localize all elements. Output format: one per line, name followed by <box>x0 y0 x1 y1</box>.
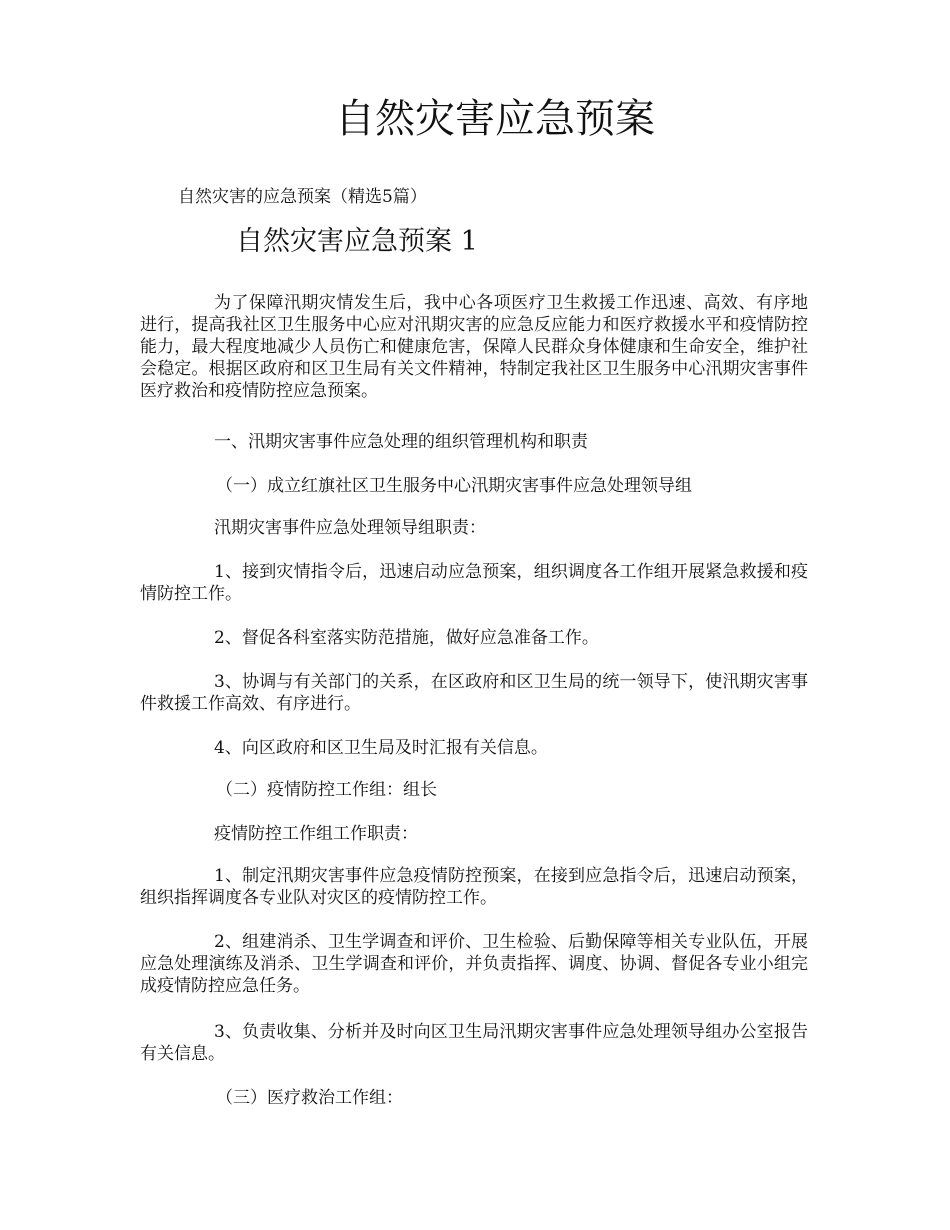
section-title: 自然灾害应急预案 1 <box>236 226 478 257</box>
paragraph-item-2-3: 3、负责收集、分析并及时向区卫生局汛期灾害事件应急处理领导组办公室报告有关信息。 <box>140 1022 808 1064</box>
paragraph-duties-1: 汛期灾害事件应急处理领导组职责： <box>214 518 486 538</box>
document-title: 自然灾害应急预案 <box>335 96 655 142</box>
paragraph-intro: 为了保障汛期灾情发生后，我中心各项医疗卫生救援工作迅速、高效、有序地进行，提高我社区卫生服务中心应对汛期灾害的应急反应能力和医疗救援水平和疫情防控能力，最大程度地减少人员伤亡和健康危害，保障人民群众身体健康和生命安全，维护社会稳定。根据区政府和区卫生局有关文件精神，特制定我社区卫生服务中心汛期灾害事件医疗救治和疫情防控应急预案。 <box>140 293 808 401</box>
paragraph-heading-1: 一、汛期灾害事件应急处理的组织管理机构和职责 <box>214 432 588 452</box>
paragraph-subheading-3: （三）医疗救治工作组： <box>216 1088 403 1108</box>
paragraph-item-1-1: 1、接到灾情指令后，迅速启动应急预案，组织调度各工作组开展紧急救援和疫情防控工作。 <box>140 562 808 604</box>
paragraph-item-2-1: 1、制定汛期灾害事件应急疫情防控预案，在接到应急指令后，迅速启动预案，组织指挥调度各专业队对灾区的疫情防控工作。 <box>140 866 808 908</box>
paragraph-subheading-2: （二）疫情防控工作组：组长 <box>216 780 437 800</box>
paragraph-item-1-4: 4、向区政府和区卫生局及时汇报有关信息。 <box>214 738 548 758</box>
document-subtitle: 自然灾害的应急预案（精选5篇） <box>178 187 427 207</box>
paragraph-duties-2: 疫情防控工作组工作职责： <box>214 824 418 844</box>
paragraph-item-1-2: 2、督促各科室落实防范措施，做好应急准备工作。 <box>214 628 599 648</box>
paragraph-item-2-2: 2、组建消杀、卫生学调查和评价、卫生检验、后勤保障等相关专业队伍，开展应急处理演练及消杀、卫生学调查和评价，并负责指挥、调度、协调、督促各专业小组完成疫情防控应急任务。 <box>140 932 808 996</box>
paragraph-item-1-3: 3、协调与有关部门的关系，在区政府和区卫生局的统一领导下，使汛期灾害事件救援工作高效、有序进行。 <box>140 672 808 714</box>
paragraph-subheading-1: （一）成立红旗社区卫生服务中心汛期灾害事件应急处理领导组 <box>216 476 692 496</box>
